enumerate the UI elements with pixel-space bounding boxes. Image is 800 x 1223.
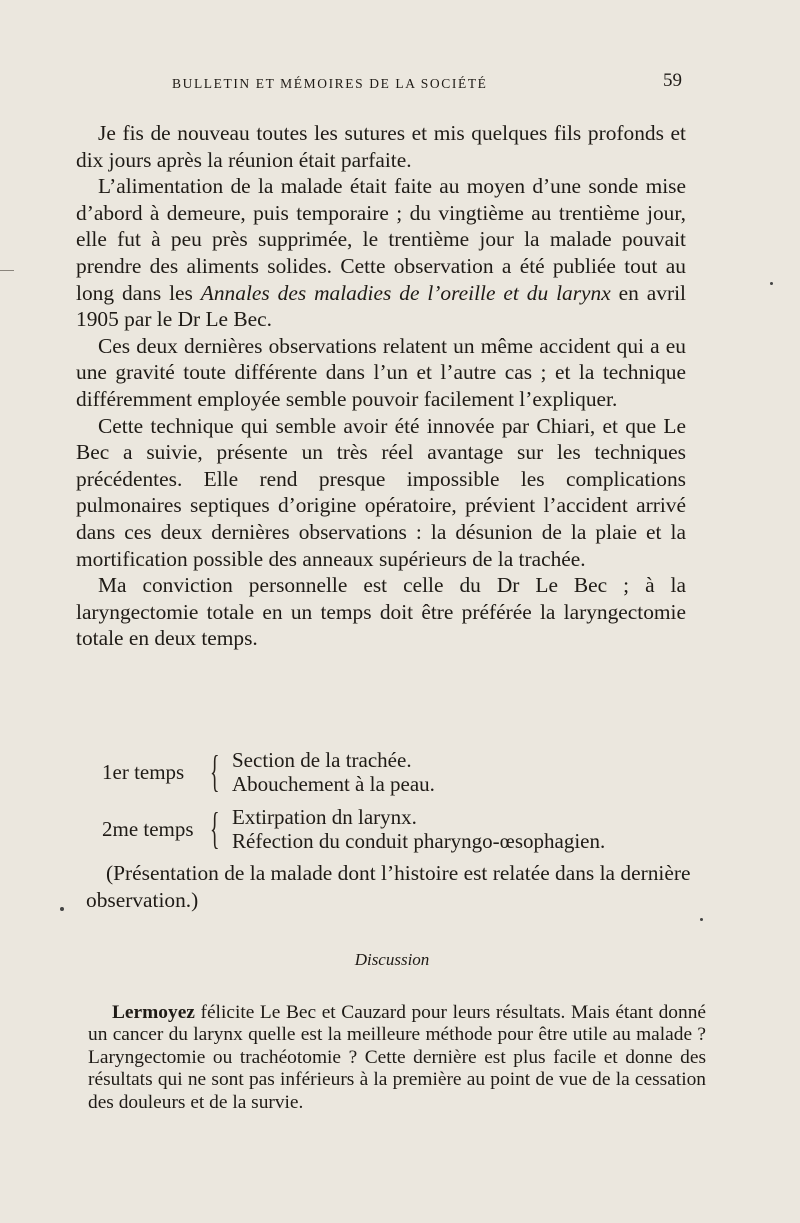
margin-mark-icon — [770, 282, 773, 285]
journal-title: BULLETIN ET MÉMOIRES DE LA SOCIÉTÉ — [172, 76, 488, 91]
paragraph-alimentation — [76, 173, 686, 333]
paragraph-technique: Cette technique qui semble avoir été innovée par Chiari, et que Le Bec a suivie, présente un très réel avantage sur les techniques précédentes. Elle rend presque impossible les complications pulmonaires septiques d’origine opératoire, prévient l’accident arrivé dans ces deux dernières observations : la désunion de la plaie et la mortification possible des anneaux supérieurs de la trachée. — [76, 413, 686, 571]
step-item: Section de la trachée. — [232, 748, 412, 772]
step-item: Réfection du conduit pharyngo-œsophagien. — [232, 829, 606, 853]
brace-icon: { — [210, 804, 220, 853]
step-label: 2me temps — [102, 817, 194, 841]
journal-citation: Annales des maladies de l’oreille et du larynx — [200, 280, 611, 305]
paragraph-sutures: Je fis de nouveau toutes les sutures et mis quelques fils profonds et dix jours après la réunion était parfaite. — [76, 121, 686, 172]
step-item: Abouchement à la peau. — [232, 772, 435, 796]
paragraph-observations: Ces deux dernières observations relatent un même accident qui a eu une gravité toute différente dans l’un et l’autre cas ; et la technique différemment employée semble pouvoir facilement l’expliquer. — [76, 333, 686, 411]
running-header — [120, 70, 690, 100]
page-number: 59 — [663, 70, 682, 91]
step-item: Extirpation dn larynx. — [232, 805, 417, 829]
citation-date: en avril 1905 par le Dr Le Bec. — [76, 280, 686, 332]
step-label: 1er temps — [102, 760, 185, 784]
margin-mark-icon — [60, 907, 64, 911]
step-items — [232, 748, 435, 796]
step-items — [232, 805, 605, 853]
alimentation-text: L’alimentation de la malade était faite au moyen d’une sonde mise d’abord à demeure, puis temporaire ; du vingtième au trentième jour, elle fut à peu près supprimée, le trentième jour la malade pouvait prendre des aliments solides. Cette observation a été publiée tout au long dans les — [76, 174, 686, 305]
discussion-heading: Discussion — [354, 950, 430, 969]
discussion-paragraph — [88, 1002, 706, 1114]
presentation-note: (Présentation de la malade dont l’histoire est relatée dans la dernière observation.) — [86, 861, 691, 912]
page-edge-mark — [0, 270, 14, 271]
brace-icon: { — [210, 747, 220, 796]
temps-step-1 — [102, 748, 702, 798]
speaker-name: Lermoyez — [112, 1002, 195, 1023]
temps-step-2 — [102, 805, 702, 855]
margin-mark-icon — [700, 918, 703, 921]
discussion-text: félicite Le Bec et Cauzard pour leurs résultats. Mais étant donné un cancer du larynx quelle est la meilleure méthode pour être utile au malade ? Laryngectomie ou trachéotomie ? Cette dernière est plus facile et donne des résultats qui ne sont pas inférieurs à la première au point de vue de la cessation des douleurs et de la survie. — [88, 1002, 706, 1113]
main-text — [76, 120, 686, 652]
paragraph-conviction: Ma conviction personnelle est celle du Dr Le Bec ; à la laryngectomie totale en un temps doit être préférée la laryngectomie totale en deux temps. — [76, 573, 686, 651]
